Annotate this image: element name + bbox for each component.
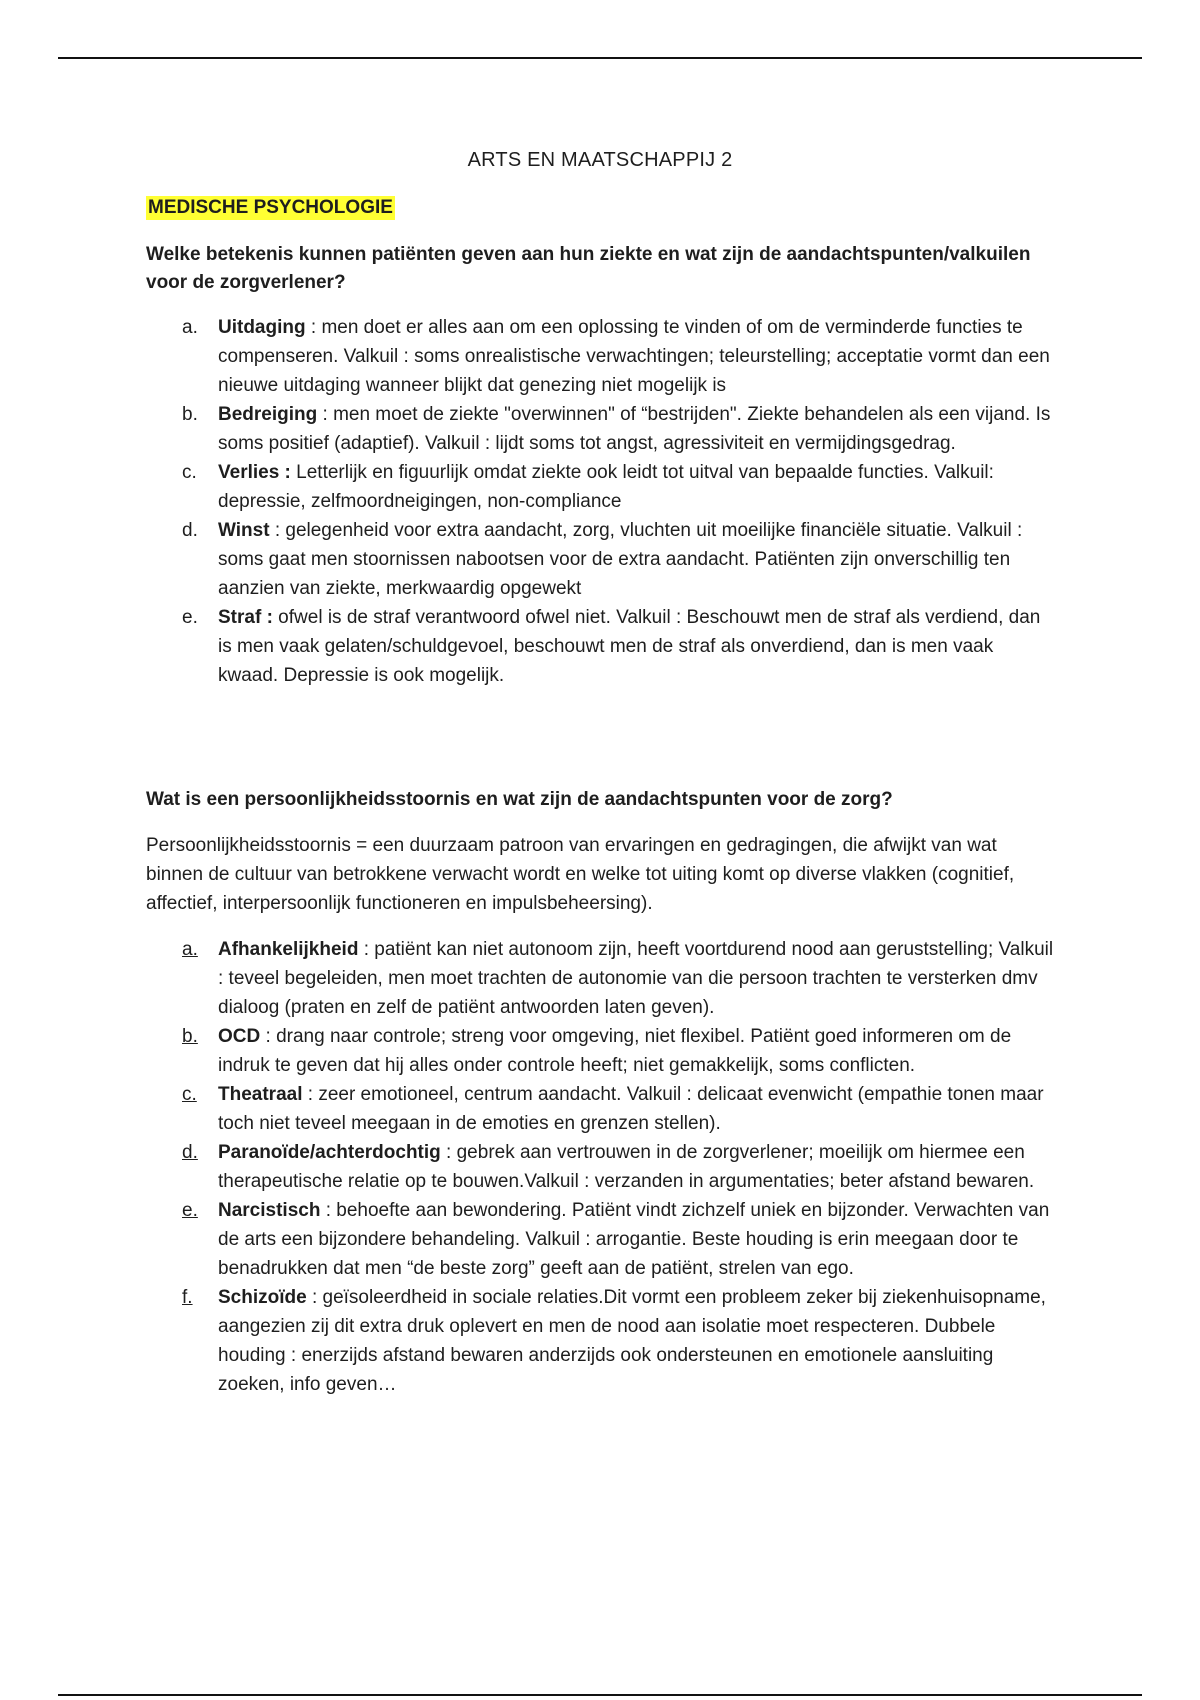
item-text: ofwel is de straf verantwoord ofwel niet. Valkuil : Beschouwt men de straf als verdiend, dan is men vaak gelaten/schuldgevoel, beschouwt men de straf als onverdiend, dan is men vaak kwaad. Depressie is ook mogelijk.: [218, 607, 1041, 686]
item-text: : drang naar controle; streng voor omgeving, niet flexibel. Patiënt goed informeren om de indruk te geven dat hij alles onder controle heeft; niet gemakkelijk, soms conflicten.: [218, 1026, 1012, 1076]
meaning-list: [146, 313, 1056, 690]
item-term: Straf :: [218, 607, 273, 628]
item-text: Letterlijk en figuurlijk omdat ziekte ook leidt tot uitval van bepaalde functies. Valkuil: depressie, zelfmoordneigingen, non-compliance: [218, 462, 994, 512]
personality-disorder-list: [146, 935, 1056, 1399]
definition-paragraph: Persoonlijkheidsstoornis = een duurzaam patroon van ervaringen en gedragingen, die afwijkt van wat binnen de cultuur van betrokkene verwacht wordt en welke tot uiting komt op diverse vlakken (cognitief, affectief, interpersoonlijk functioneren en impulsbeheersing).: [146, 835, 1015, 914]
item-text: : men moet de ziekte "overwinnen" of “bestrijden". Ziekte behandelen als een vijand. Is soms positief (adaptief). Valkuil : lijdt soms tot angst, agressiviteit en vermijdingsgedrag.: [218, 404, 1051, 454]
item-term: Uitdaging: [218, 317, 306, 338]
list-marker: c.: [182, 462, 197, 483]
list-item: [146, 516, 1056, 603]
list-item: [146, 1022, 1056, 1080]
list-marker: e.: [182, 607, 198, 628]
item-text: : gelegenheid voor extra aandacht, zorg, vluchten uit moeilijke financiële situatie. Valkuil : soms gaat men stoornissen nabootsen voor de extra aandacht. Patiënten zijn onverschillig ten aanzien van ziekte, merkwaardig opgewekt: [218, 520, 1023, 599]
item-text: : gebrek aan vertrouwen in de zorgverlener; moeilijk om hiermee een therapeutische relatie op te bouwen.Valkuil : verzanden in argumentaties; beter afstand bewaren.: [218, 1142, 1035, 1192]
item-term: OCD: [218, 1026, 261, 1047]
item-term: Narcistisch: [218, 1200, 321, 1221]
list-item: [146, 1138, 1056, 1196]
item-text: : patiënt kan niet autonoom zijn, heeft voortdurend nood aan geruststelling; Valkuil : teveel begeleiden, men moet trachten de autonomie van die persoon trachten te versterken dmv dialoog (praten en zelf de patiënt antwoorden laten geven).: [218, 939, 1054, 1018]
item-text: : geïsoleerdheid in sociale relaties.Dit vormt een probleem zeker bij ziekenhuisopname, aangezien zij dit extra druk oplevert en men de nood aan isolatie moet respecteren. Dubbele houding : enerzijds afstand bewaren anderzijds ook ondersteunen en emotionele aansluiting zoeken, info geven…: [218, 1287, 1046, 1395]
list-marker: b.: [182, 1026, 198, 1047]
item-text: : zeer emotioneel, centrum aandacht. Valkuil : delicaat evenwicht (empathie tonen maar toch niet teveel meegaan in de emoties en grenzen stellen).: [218, 1084, 1044, 1134]
document-title: ARTS EN MAATSCHAPPIJ 2: [467, 149, 733, 171]
list-item: [146, 1283, 1056, 1399]
item-term: Verlies :: [218, 462, 291, 483]
list-marker: b.: [182, 404, 198, 425]
list-item: [146, 400, 1056, 458]
item-term: Bedreiging: [218, 404, 318, 425]
list-marker: d.: [182, 1142, 198, 1163]
list-marker: e.: [182, 1200, 198, 1221]
item-term: Theatraal: [218, 1084, 303, 1105]
list-item: [146, 458, 1056, 516]
list-item: [146, 935, 1056, 1022]
item-term: Winst: [218, 520, 270, 541]
list-item: [146, 1080, 1056, 1138]
item-term: Paranoïde/achterdochtig: [218, 1142, 441, 1163]
list-marker: a.: [182, 317, 198, 338]
list-marker: d.: [182, 520, 198, 541]
item-term: Schizoïde: [218, 1287, 307, 1308]
top-rule: [58, 57, 1142, 59]
item-term: Afhankelijkheid: [218, 939, 359, 960]
question-1: Welke betekenis kunnen patiënten geven aan hun ziekte en wat zijn de aandachtspunten/valkuilen voor de zorgverlener?: [146, 244, 1031, 293]
item-text: : behoefte aan bewondering. Patiënt vindt zichzelf uniek en bijzonder. Verwachten van de arts een bijzondere behandeling. Valkuil : arrogantie. Beste houding is erin meegaan door te benadrukken dat men “de beste zorg” geeft aan de patiënt, strelen van ego.: [218, 1200, 1050, 1279]
list-marker: c.: [182, 1084, 197, 1105]
list-item: [146, 603, 1056, 690]
list-item: [146, 313, 1056, 400]
list-item: [146, 1196, 1056, 1283]
item-text: : men doet er alles aan om een oplossing te vinden of om de verminderde functies te compenseren. Valkuil : soms onrealistische verwachtingen; teleurstelling; acceptatie vormt dan een nieuwe uitdaging wanneer blijkt dat genezing niet mogelijk is: [218, 317, 1050, 396]
list-marker: a.: [182, 939, 198, 960]
bottom-rule: [58, 1694, 1142, 1696]
list-marker: f.: [182, 1287, 193, 1308]
question-2: Wat is een persoonlijkheidsstoornis en wat zijn de aandachtspunten voor de zorg?: [146, 789, 893, 810]
section-label-highlighted: MEDISCHE PSYCHOLOGIE: [148, 197, 393, 218]
